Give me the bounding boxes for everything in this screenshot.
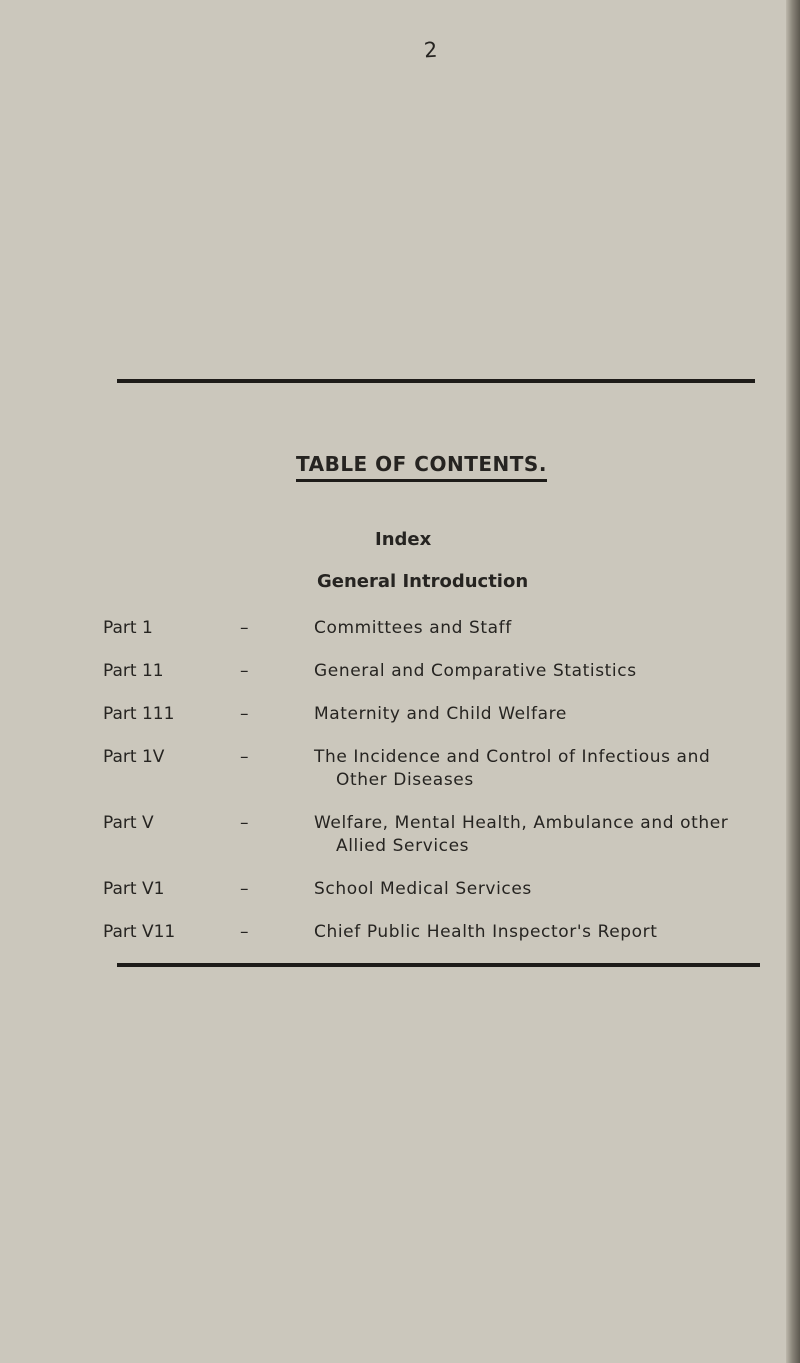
page-number: 2 [423,37,439,63]
general-introduction-entry: General Introduction [317,571,529,592]
part-title: School Medical Services [314,879,532,899]
part-title: Committees and Staff [314,618,512,638]
part-label: Part V1 [103,879,165,899]
part-label: Part 11 [103,661,164,681]
part-title: The Incidence and Control of Infectious and Other Diseases [314,747,711,790]
part-title: Chief Public Health Inspector's Report [314,922,658,942]
dash: – [240,922,249,942]
top-rule [117,379,755,383]
part-title: Maternity and Child Welfare [314,704,567,724]
dash: – [240,879,249,899]
part-title: Welfare, Mental Health, Ambulance and other Allied Services [314,813,729,856]
bottom-rule [117,963,760,967]
dash: – [240,704,249,724]
part-label: Part 1V [103,747,165,767]
part-label: Part V11 [103,922,176,942]
page-edge-shadow [786,0,800,1363]
dash: – [240,813,249,833]
dash: – [240,661,249,681]
part-label: Part V [103,813,154,833]
dash: – [240,618,249,638]
contents-heading: TABLE OF CONTENTS. [296,452,547,482]
part-label: Part 1 [103,618,153,638]
dash: – [240,747,249,767]
index-entry: Index [375,529,432,550]
part-label: Part 111 [103,704,175,724]
part-title: General and Comparative Statistics [314,661,637,681]
